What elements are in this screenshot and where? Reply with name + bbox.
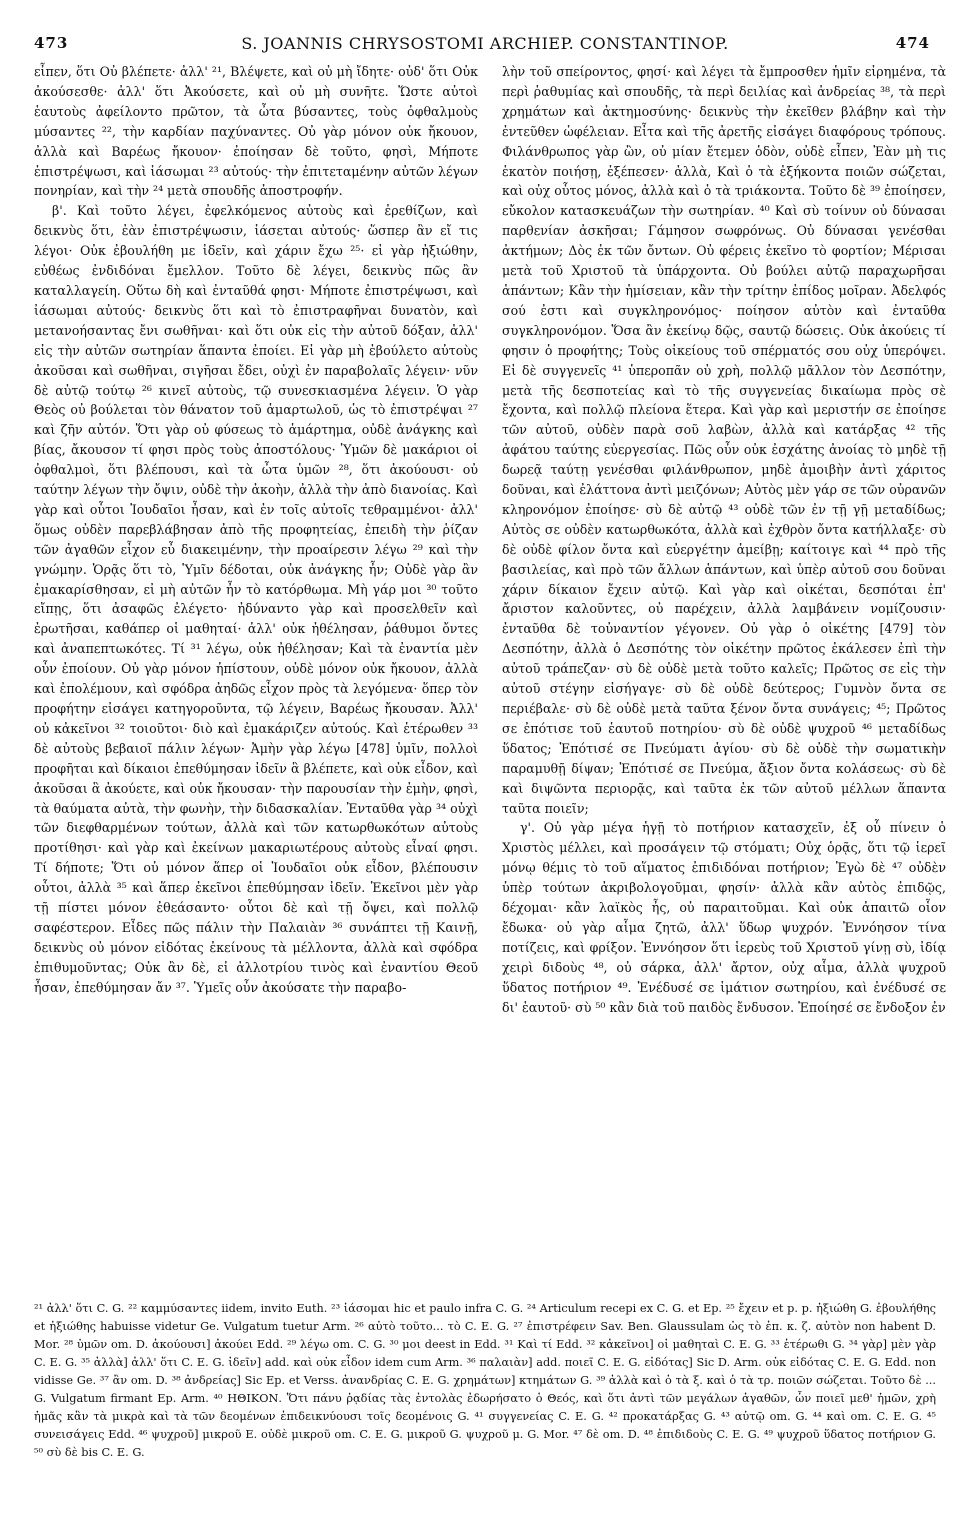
running-title: S. JOANNIS CHRYSOSTOMI ARCHIEP. CONSTANTINOP. — [241, 34, 729, 53]
page-number-right: 474 — [895, 34, 930, 52]
page-number-left: 473 — [34, 34, 69, 52]
right-paragraph-1: λὴν τοῦ σπείροντος, φησί· καὶ λέγει τὰ ἔμπροσθεν ἡμῖν εἰρημένα, τὰ περὶ ῥαθυμίας καὶ σπουδῆς, τὰ περὶ δειλίας καὶ ἀνδρείας ³⁸, τὰ περὶ χρημάτων καὶ ἀκτημοσύνης· δεικνὺς τὴν ἐκεῖθεν βλάβην καὶ τὴν ἐντεῦθεν ὠφέλειαν. Εἶτα καὶ τῆς ἀρετῆς εἰσάγει διαφόρους τρόπους. Φιλάνθρωπος γὰρ ὢν, οὐ μίαν ἔτεμεν ὁδὸν, οὐδὲ εἶπεν, Ἐὰν μὴ τις ἑκατὸν ποιήσῃ, ἐξέπεσεν· ἀλλὰ, Καὶ ὁ τὰ ἑξήκοντα ποιῶν σώζεται, καὶ οὐχ οὗτος μόνος, ἀλλὰ καὶ ὁ τὰ τριάκοντα. Τοῦτο δὲ ³⁹ ἐποίησεν, εὔκολον κατασκευάζων τὴν σωτηρίαν. ⁴⁰ Καὶ σὺ τοίνυν οὐ δύνασαι παρθενίαν ἀσκῆσαι; Γάμησον σωφρόνως. Οὐ δύνασαι γενέσθαι ἀκτήμων; Δὸς ἐκ τῶν ὄντων. Οὐ φέρεις ἐκεῖνο τὸ φορτίον; Μέρισαι μετὰ τοῦ Χριστοῦ τὰ ὑπάρχοντα. Οὐ βούλει αὐτῷ παραχωρῆσαι ἁπάντων; Κἂν τὴν ἡμίσειαν, κἂν τὴν τρίτην ἐπίδος μοῖραν. Ἀδελφός σού ἐστι καὶ συγκληρονόμος· ποίησον αὐτὸν καὶ ἐνταῦθα συγκληρονόμον. Ὅσα ἂν ἐκείνῳ δῷς, σαυτῷ δώσεις. Οὐκ ἀκούεις τί φησιν ὁ προφήτης; Τοὺς οἰκείους τοῦ σπέρματός σου οὐχ ὑπερόψει. Εἰ δὲ συγγενεῖς ⁴¹ ὑπεροπᾶν οὐ χρὴ, πολλῷ μᾶλλον τὸν Δεσπότην, μετὰ τῆς δεσποτείας καὶ τὸ τῆς συγγενείας δικαίωμα πρὸς σὲ ἔχοντα, καὶ πολλῷ πλείονα ἕτερα. Καὶ γὰρ καὶ μεριστήν σε ἐποίησε τῶν αὐτοῦ, οὐδὲν παρὰ σοῦ λαβὼν, ἀλλὰ καὶ κατάρξας ⁴² τῆς ἀφάτου ταύτης εὐεργεσίας. Πῶς οὖν οὐκ ἐσχάτης ἀνοίας τὸ μηδὲ τῇ δωρεᾷ ταύτῃ γενέσθαι φιλάνθρωπον, μηδὲ ἀμοιβὴν ἀντὶ χάριτος δοῦναι, καὶ ἐλάττονα ἀντὶ μειζόνων; Αὐτὸς μὲν γάρ σε τῶν οὐρανῶν κληρονόμον ἐποίησε· σὺ δὲ αὐτῷ ⁴³ οὐδὲ τῶν ἐν τῇ γῇ μεταδίδως; Αὐτὸς σε οὐδὲν κατωρθωκότα, ἀλλὰ καὶ ἐχθρὸν ὄντα κατήλλαξε· σὺ δὲ οὐδὲ φίλον ὄντα καὶ εὐεργέτην ἀμείβῃ; καίτοιγε καὶ ⁴⁴ πρὸ τῆς βασιλείας, καὶ πρὸ τῶν ἄλλων ἁπάντων, καὶ ὑπὲρ αὐτοῦ σου δοῦναι χάριν δίκαιον ἔχειν αὐτῷ. Καὶ γὰρ καὶ οἰκέται, δεσπόται ἐπ' ἄριστον καλοῦντες, οὐ παρέχειν, ἀλλὰ λαμβάνειν νομίζουσιν· ἐνταῦθα δὲ τοὐναντίον γέγονεν. Οὐ γὰρ ὁ οἰκέτης [479] τὸν Δεσπότην, ἀλλὰ ὁ Δεσπότης τὸν οἰκέτην πρῶτος ἐκάλεσεν ἐπὶ τὴν αὐτοῦ τράπεζαν· σὺ δὲ οὐδὲ μετὰ τοῦτο καλεῖς; Πρῶτος σε εἰς τὴν αὐτοῦ στέγην εἰσήγαγε· σὺ δὲ οὐδὲ δεύτερος; Γυμνὸν ὄντα σε περιέβαλε· σὺ δὲ οὐδὲ μετὰ ταῦτα ξένον ὄντα συνάγεις; ⁴⁵; Πρῶτος σε ἐπότισε τοῦ ἑαυτοῦ ποτηρίου· σὺ δὲ οὐδὲ ψυχροῦ ⁴⁶ μεταδίδως ὕδατος; Ἐπότισέ σε Πνεύματι ἁγίου· σὺ δὲ οὐδὲ τὴν σωματικὴν παραμυθῇ δίψαν; Ἐπότισέ σε Πνεύμα, ἄξιον ὄντα κολάσεως· σὺ δὲ καὶ διψῶντα περιορᾷς, καὶ ταῦτα ἐκ τῶν αὐτοῦ μέλλων ἅπαντα ταῦτα ποιεῖν; — [502, 64, 946, 816]
left-paragraph-2: β'. Καὶ τοῦτο λέγει, ἐφελκόμενος αὐτοὺς καὶ ἐρεθίζων, καὶ δεικνὺς ὅτι, ἐὰν ἐπιστρέψωσιν, ἰάσεται αὐτούς· ὥσπερ ἂν εἴ τις λέγοι· Οὐκ ἐβουλήθη με ἰδεῖν, καὶ χάριν ἔχω ²⁵· εἰ γὰρ ἠξιώθην, εὐθέως ἐνδιδόναι ἔμελλον. Τοῦτο δὲ λέγει, δεικνὺς πῶς ἂν καταλλαγείη. Οὕτω δὴ καὶ ἐνταῦθά φησι· Μήποτε ἐπιστρέψωσι, καὶ ἰάσωμαι αὐτούς· δεικνὺς ὅτι καὶ τὸ ἐπιστραφῆναι δυνατὸν, καὶ μετανοήσαντας ἔνι σωθῆναι· καὶ ὅτι οὐκ εἰς τὴν αὐτοῦ δόξαν, ἀλλ' εἰς τὴν αὐτῶν σωτηρίαν ἅπαντα ἐποίει. Εἰ γὰρ μὴ ἐβούλετο αὐτοὺς ἀκοῦσαι καὶ σωθῆναι, σιγῆσαι ἔδει, οὐχὶ ἐν παραβολαῖς λέγειν· νῦν δὲ αὐτῷ τούτῳ ²⁶ κινεῖ αὐτοὺς, τῷ συνεσκιασμένα λέγειν. Ὁ γὰρ Θεὸς οὐ βούλεται τὸν θάνατον τοῦ ἁμαρτωλοῦ, ὡς τὸ ἐπιστρέψαι ²⁷ καὶ ζῆν αὐτόν. Ὅτι γὰρ οὐ φύσεως τὸ ἁμάρτημα, οὐδὲ ἀνάγκης καὶ βίας, ἄκουσον τί φησι πρὸς τοὺς ἀποστόλους· Ὑμῶν δὲ μακάριοι οἱ ὀφθαλμοὶ, ὅτι βλέπουσι, καὶ τὰ ὦτα ὑμῶν ²⁸, ὅτι ἀκούουσι· οὐ ταύτην λέγων τὴν ὄψιν, οὐδὲ τὴν ἀκοὴν, ἀλλὰ τὴν ἀπὸ διανοίας. Καὶ γὰρ καὶ οὗτοι Ἰουδαῖοι ἦσαν, καὶ ἐν τοῖς αὐτοῖς τεθραμμένοι· ἀλλ' ὅμως οὐδὲν παρεβλάβησαν ἀπὸ τῆς προφητείας, ἐπειδὴ τὴν ῥίζαν τῶν ἀγαθῶν εἶχον εὖ διακειμένην, τὴν προαίρεσιν λέγω ²⁹ καὶ τὴν γνώμην. Ὁρᾷς ὅτι τὸ, Ὑμῖν δέδοται, οὐκ ἀνάγκης ἦν; Οὐδὲ γὰρ ἂν ἐμακαρίσθησαν, εἰ μὴ αὐτῶν ἦν τὸ κατόρθωμα. Μὴ γάρ μοι ³⁰ τοῦτο εἴπῃς, ὅτι ἀσαφῶς ἐλέγετο· ἠδύναντο γὰρ καὶ προσελθεῖν καὶ ἐρωτῆσαι, καθάπερ οἱ μαθηταί· ἀλλ' οὐκ ἠθέλησαν, ῥάθυμοι ὄντες καὶ ἀναπεπτωκότες. Τί ³¹ λέγω, οὐκ ἠθέλησαν; Καὶ τὰ ἐναντία μὲν οὖν ἐποίουν. Οὐ γὰρ μόνον ἠπίστουν, οὐδὲ μόνον οὐκ ἤκουον, ἀλλὰ καὶ ἐπολέμουν, καὶ σφόδρα ἀηδῶς εἶχον πρὸς τὰ λεγόμενα· ὅπερ τὸν προφήτην εἰσάγει κατηγοροῦντα, τῷ λέγειν, Βαρέως ἤκουσαν. Ἀλλ' οὐ κἀκεῖνοι ³² τοιοῦτοι· διὸ καὶ ἐμακάριζεν αὐτούς. Καὶ ἑτέρωθεν ³³ δὲ αὐτοὺς βεβαιοῖ πάλιν λέγων· Ἀμὴν γὰρ λέγω [478] ὑμῖν, πολλοὶ προφῆται καὶ δίκαιοι ἐπεθύμησαν ἰδεῖν ἃ βλέπετε, καὶ οὐκ εἶδον, καὶ ἀκοῦσαι ἃ ἀκούετε, καὶ οὐκ ἤκουσαν· τὴν παρουσίαν τὴν ἐμὴν, φησὶ, τὰ θαύματα αὐτὰ, τὴν φωνὴν, τὴν διδασκαλίαν. Ἐνταῦθα γὰρ ³⁴ οὐχὶ τῶν διεφθαρμένων τούτων, ἀλλὰ καὶ τῶν κατωρθωκότων αὐτοὺς προτίθησι· καὶ γὰρ καὶ ἐκείνων μακαριωτέρους αὐτοὺς εἶναί φησι. Τί δήποτε; Ὅτι οὐ μόνον ἅπερ οἱ Ἰουδαῖοι οὐκ εἶδον, βλέπουσιν οὗτοι, ἀλλὰ ³⁵ καὶ ἅπερ ἐκεῖνοι ἐπεθύμησαν ἰδεῖν. Ἐκεῖνοι μὲν γὰρ τῇ πίστει μόνον ἐθεάσαντο· οὗτοι δὲ καὶ τῇ ὄψει, καὶ πολλῷ σαφέστερον. Εἶδες πῶς πάλιν τὴν Παλαιὰν ³⁶ συνάπτει τῇ Καινῇ, δεικνὺς οὐ μόνον εἰδότας ἐκείνους τὰ μέλλοντα, ἀλλὰ καὶ σφόδρα ἐπιθυμοῦντας; Οὐκ ἂν δὲ, εἰ ἀλλοτρίου τινὸς καὶ ἐναντίου Θεοῦ ἦσαν, ἐπεθύμησαν ἄν ³⁷. Ὑμεῖς οὖν ἀκούσατε τὴν παραβο- — [34, 203, 478, 995]
right-column — [502, 62, 946, 1272]
left-paragraph-1: εἶπεν, ὅτι Οὐ βλέπετε· ἀλλ' ²¹, Βλέψετε, καὶ οὐ μὴ ἴδητε· οὐδ' ὅτι Οὐκ ἀκούσεσθε· ἀλλ' ὅτι Ἀκούσετε, καὶ οὐ μὴ συνῆτε. Ὥστε αὐτοὶ ἑαυτοὺς ἀφείλοντο πρῶτον, τὰ ὦτα βύσαντες, τοὺς ὀφθαλμοὺς μύσαντες ²², τὴν καρδίαν παχύναντες. Οὐ γὰρ μόνον οὐκ ἤκουον, ἀλλὰ καὶ Βαρέως ἤκουον· ἐποίησαν δὲ τοῦτο, φησὶ, Μήποτε ἐπιστρέψωσι, καὶ ἰάσωμαι ²³ αὐτούς· τὴν ἐπιτεταμένην αὐτῶν λέγων πονηρίαν, καὶ τὴν ²⁴ μετὰ σπουδῆς ἀποστροφήν. — [34, 64, 478, 199]
right-paragraph-2: γ'. Οὐ γὰρ μέγα ἡγῇ τὸ ποτήριον κατασχεῖν, ἐξ οὗ πίνειν ὁ Χριστὸς μέλλει, καὶ προσάγειν τῷ στόματι; Οὐχ ὁρᾷς, ὅτι τῷ ἱερεῖ μόνῳ θέμις τὸ τοῦ αἵματος ἐπιδιδόναι ποτήριον; Ἐγὼ δὲ ⁴⁷ οὐδὲν ὑπὲρ τούτων ἀκριβολογοῦμαι, φησίν· ἀλλὰ κἂν αὐτὸς ἐπιδῷς, δέχομαι· κἂν λαϊκὸς ἦς, οὐ παραιτοῦμαι. Καὶ οὐκ ἀπαιτῶ οἷον ἔδωκα· οὐ γὰρ αἷμα ζητῶ, ἀλλ' ὕδωρ ψυχρόν. Ἐννόησον τίνα ποτίζεις, καὶ φρίξον. Ἐννόησον ὅτι ἱερεὺς τοῦ Χριστοῦ γίνῃ σὺ, ἰδίᾳ χειρὶ διδοὺς ⁴⁸, οὐ σάρκα, ἀλλ' ἄρτον, οὐχ αἷμα, ἀλλὰ ψυχροῦ ὕδατος ποτήριον ⁴⁹. Ἐνέδυσέ σε ἱμάτιον σωτηρίου, καὶ ἐνέδυσέ σε δι' ἑαυτοῦ· σὺ ⁵⁰ κἂν διὰ τοῦ παιδὸς ἔνδυσον. Ἐποίησέ σε ἔνδοξον ἐν — [502, 820, 946, 1015]
running-header — [0, 0, 970, 60]
footnotes: ²¹ ἀλλ' ὅτι C. G. ²² καμμύσαντες iidem, invito Euth. ²³ ἰάσομαι hic et paulo infra C. G. ²⁴ Articulum recepi ex C. G. et Ep. ²⁵ ἔχειν et p. p. ἠξιώθη G. ἐβουλήθης et ἠξιώθης habuisse videtur Ge. Vulgatum tuetur Arm. ²⁶ αὐτὸ τοῦτο... τὸ C. E. G. ²⁷ ἐπιστρέφειν Sav. Ben. Glaussulam ὡς τὸ ἐπ. κ. ζ. αὐτὸν non habent D. Mor. ²⁸ ὑμῶν om. D. ἀκούουσι] ἀκούει Edd. ²⁹ λέγω om. C. G. ³⁰ μοι deest in Edd. ³¹ Καὶ τί Edd. ³² κἀκεῖνοι] οἱ μαθηταὶ C. E. G. ³³ ἑτέρωθι G. ³⁴ γὰρ] μὲν γὰρ C. E. G. ³⁵ ἀλλὰ] ἀλλ' ὅτι C. E. G. ἰδεῖν] add. καὶ οὐκ εἶδον idem cum Arm. ³⁶ παλαιὰν] add. ποιεῖ C. E. G. εἰδότας] Sic D. Arm. οὐκ εἰδότας C. E. G. Edd. non vidisse Ge. ³⁷ ἂν om. D. ³⁸ ἀνδρείας] Sic Ep. et Verss. ἀνανδρίας C. E. G. χρημάτων] κτημάτων G. ³⁹ ἀλλὰ καὶ ὁ τὰ ξ. καὶ ὁ τὰ τρ. ποιῶν σώζεται. Τοῦτο δὲ ... G. Vulgatum firmant Ep. Arm. ⁴⁰ ΗΘΙΚΟΝ. Ὅτι πάνυ ῥᾳδίας τὰς ἐντολὰς ἐδωρήσατο ὁ Θεός, καὶ ὅτι ἀντὶ τῶν μεγάλων ἀγαθῶν, ὧν ποιεῖ μεθ' ἡμῶν, χρὴ ἡμᾶς κἂν τὰ μικρὰ καὶ τὰ τῶν δεομένων ἐπιδεικνύουσι τοῖς δεομένοις G. ⁴¹ συγγενείας C. E. G. ⁴² προκατάρξας G. ⁴³ αὐτῷ om. G. ⁴⁴ καὶ om. C. E. G. ⁴⁵ συνεισάγεις Edd. ⁴⁶ ψυχροῦ] μικροῦ E. οὐδὲ μικροῦ om. C. E. G. μικροῦ G. ψυχροῦ μ. G. Mor. ⁴⁷ δὲ om. D. ⁴⁸ ἐπιδιδοὺς C. E. G. ⁴⁹ ψυχροῦ ὕδατος ποτήριον G. ⁵⁰ σὺ δὲ bis C. E. G. — [34, 1302, 936, 1459]
left-column — [34, 62, 478, 1272]
